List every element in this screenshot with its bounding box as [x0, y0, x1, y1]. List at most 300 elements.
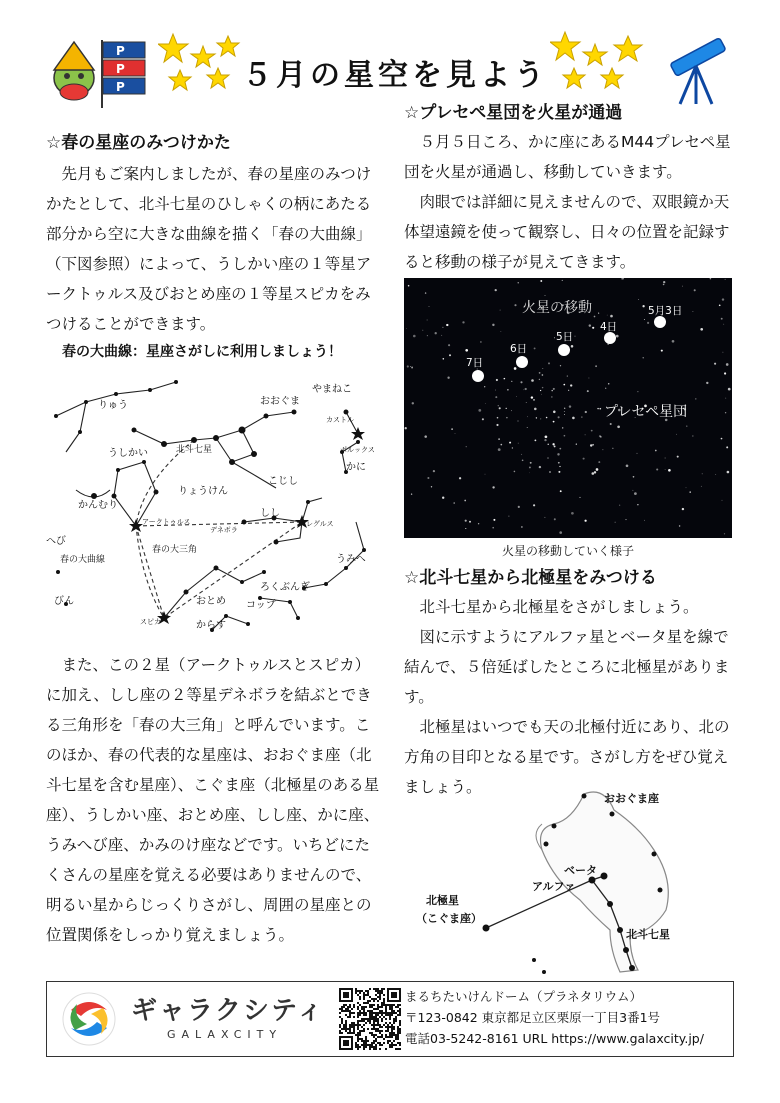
- map-label: こじし: [268, 476, 298, 487]
- background-star: [726, 446, 728, 448]
- background-star: [560, 490, 562, 492]
- map-label: りゅう: [98, 400, 128, 411]
- background-star: [569, 405, 571, 407]
- background-star: [725, 412, 726, 413]
- background-star: [534, 347, 536, 349]
- background-star: [656, 468, 658, 470]
- background-star: [571, 345, 574, 348]
- background-star: [410, 366, 411, 367]
- background-star: [540, 390, 541, 391]
- great-bear-diagram: [404, 780, 734, 976]
- background-star: [663, 284, 665, 286]
- background-star: [558, 471, 560, 473]
- background-star: [585, 411, 587, 413]
- mascot-illustration: [44, 30, 164, 110]
- map-label: レグルス: [306, 520, 334, 528]
- background-star: [544, 439, 546, 441]
- background-star: [465, 528, 466, 529]
- background-star: [405, 427, 407, 429]
- background-star: [682, 508, 684, 510]
- background-star: [692, 311, 693, 312]
- paragraph: 図に示すようにアルファ星とベータ星を線で結んで、５倍延ばしたところに北極星があります。: [404, 628, 730, 706]
- facility-name: まるちたいけんドーム（プラネタリウム）: [405, 989, 643, 1004]
- map-label: やまねこ: [312, 384, 352, 395]
- background-star: [608, 383, 610, 385]
- background-star: [442, 327, 443, 328]
- background-star: [626, 519, 627, 520]
- stars-right-decoration: [550, 30, 660, 90]
- star-field: [404, 278, 732, 538]
- map-label: ろくぶんぎ: [260, 582, 310, 593]
- background-star: [692, 436, 693, 437]
- background-star: [724, 533, 725, 534]
- telescope-icon: [662, 36, 734, 106]
- map-label: おとめ: [196, 596, 226, 607]
- background-star: [424, 435, 427, 438]
- background-star: [564, 435, 566, 437]
- background-star: [562, 280, 563, 281]
- section-heading: ☆プレセペ星団を火星が通過: [404, 103, 623, 123]
- background-star: [448, 344, 450, 346]
- background-star: [626, 464, 629, 467]
- background-star: [552, 443, 554, 445]
- background-star: [534, 439, 536, 441]
- background-star: [599, 435, 601, 437]
- background-star: [548, 362, 550, 364]
- background-star: [623, 278, 624, 279]
- map-label: デネボラ: [210, 526, 238, 534]
- background-star: [722, 500, 723, 501]
- background-star: [677, 456, 679, 458]
- background-star: [554, 445, 556, 447]
- background-star: [638, 299, 639, 300]
- background-star: [427, 320, 428, 321]
- background-star: [559, 466, 560, 467]
- map-label: 春の大曲線: [60, 555, 106, 565]
- background-star: [682, 286, 683, 287]
- background-star: [499, 407, 501, 409]
- background-star: [647, 322, 649, 324]
- background-star: [540, 280, 542, 282]
- background-star: [553, 388, 555, 390]
- background-star: [422, 330, 423, 331]
- background-star: [509, 442, 511, 444]
- polaris-section: [404, 563, 736, 802]
- background-star: [564, 411, 565, 412]
- background-star: [464, 500, 466, 502]
- background-star: [551, 396, 552, 397]
- background-star: [706, 382, 708, 384]
- map-label: うしかい: [108, 448, 148, 459]
- map-label: からす: [196, 620, 226, 631]
- background-star: [724, 372, 726, 374]
- background-star: [412, 402, 414, 404]
- background-star: [567, 376, 568, 377]
- paragraph: 先月もご案内しましたが、春の星座のみつけかたとして、北斗七星のひしゃくの柄にあたる部分から空に大きな曲線を描く「春の大曲線」（下図参照）によって、うしかい座の１等星アークトゥルス及びおとめ座の１等星スピカをみつけることができます。: [46, 165, 372, 333]
- background-star: [621, 278, 623, 280]
- spring-constellations-section: [46, 128, 382, 361]
- background-star: [719, 304, 721, 306]
- background-star: [715, 474, 716, 475]
- background-star: [511, 381, 512, 382]
- background-star: [553, 421, 555, 423]
- background-star: [542, 374, 544, 376]
- background-star: [571, 512, 574, 515]
- map-label: 春の大三角: [152, 545, 198, 555]
- spring-star-map: [46, 372, 382, 634]
- background-star: [523, 389, 524, 390]
- map-label: アークトゥルス: [142, 518, 191, 526]
- background-star: [512, 447, 513, 448]
- background-star: [727, 471, 730, 474]
- background-star: [644, 319, 645, 320]
- background-star: [568, 390, 569, 391]
- background-star: [408, 285, 410, 287]
- map-label: しし: [260, 508, 280, 519]
- background-star: [511, 410, 512, 411]
- background-star: [723, 324, 724, 325]
- background-star: [725, 398, 726, 399]
- address: 〒123-0842 東京都足立区栗原一丁目3番1号: [405, 1010, 661, 1025]
- footer-box: [46, 981, 734, 1057]
- background-star: [539, 466, 541, 468]
- background-star: [701, 486, 702, 487]
- background-star: [592, 444, 594, 446]
- background-star: [596, 468, 599, 471]
- background-star: [575, 336, 576, 337]
- background-star: [548, 444, 549, 445]
- background-star: [506, 417, 508, 419]
- background-star: [572, 417, 575, 420]
- background-star: [722, 298, 724, 300]
- background-star: [525, 388, 527, 390]
- background-star: [526, 402, 527, 403]
- background-star: [554, 518, 556, 520]
- background-star: [517, 420, 518, 421]
- background-star: [686, 487, 687, 488]
- map-label: うみへ: [336, 554, 366, 565]
- background-star: [496, 424, 498, 426]
- flag-letter: P: [116, 62, 125, 76]
- background-star: [610, 315, 613, 318]
- background-star: [695, 398, 696, 399]
- background-star: [728, 388, 731, 391]
- background-star: [668, 469, 671, 472]
- background-star: [592, 472, 595, 475]
- background-star: [514, 304, 516, 306]
- background-star: [433, 470, 435, 472]
- background-star: [498, 438, 500, 440]
- background-star: [605, 388, 606, 389]
- background-star: [591, 430, 593, 432]
- section-heading: ☆春の星座のみつけかた: [46, 133, 231, 153]
- background-star: [545, 435, 548, 438]
- photo-caption: 火星の移動していく様子: [501, 544, 634, 558]
- map-label: かに: [346, 462, 366, 473]
- background-star: [529, 472, 530, 473]
- background-star: [453, 502, 455, 504]
- background-star: [587, 390, 589, 392]
- background-star: [518, 282, 519, 283]
- map-label: コップ: [246, 600, 276, 611]
- background-star: [516, 396, 517, 397]
- background-star: [480, 341, 481, 342]
- map-label: びん: [54, 596, 74, 607]
- flag-letter: P: [116, 44, 125, 58]
- background-star: [725, 279, 726, 280]
- background-star: [542, 387, 543, 388]
- background-star: [508, 516, 509, 517]
- background-star: [598, 461, 600, 463]
- section-heading: ☆北斗七星から北極星をみつける: [404, 568, 657, 588]
- background-star: [531, 379, 534, 382]
- background-star: [501, 444, 503, 446]
- bear-label: （こぐま座）: [416, 912, 482, 925]
- background-star: [482, 418, 484, 420]
- background-star: [521, 526, 522, 527]
- background-star: [455, 433, 456, 434]
- map-label: かんむり: [78, 500, 118, 511]
- background-star: [485, 474, 486, 475]
- background-star: [435, 332, 437, 334]
- background-star: [495, 390, 496, 391]
- background-star: [529, 466, 531, 468]
- background-star: [644, 520, 645, 521]
- background-star: [442, 497, 444, 499]
- background-star: [441, 335, 442, 336]
- background-star: [559, 531, 562, 534]
- day-label: 5日: [556, 331, 574, 343]
- map-label: ポルックス: [340, 446, 375, 454]
- background-star: [637, 453, 638, 454]
- map-label: へび: [46, 536, 66, 547]
- background-star: [411, 367, 413, 369]
- page-title: ５月の星空を見よう: [242, 58, 548, 93]
- background-star: [642, 305, 644, 307]
- background-star: [557, 453, 559, 455]
- background-star: [429, 306, 430, 307]
- background-star: [425, 292, 426, 293]
- background-star: [462, 321, 464, 323]
- bear-label: おおぐま座: [604, 792, 659, 805]
- background-star: [617, 425, 620, 428]
- background-star: [665, 458, 666, 459]
- map-label: カストル: [326, 416, 354, 424]
- background-star: [551, 390, 552, 391]
- background-star: [443, 358, 445, 360]
- mars-motion-photo: [404, 278, 732, 538]
- background-star: [492, 527, 494, 529]
- background-star: [610, 423, 612, 425]
- background-star: [406, 328, 407, 329]
- background-star: [564, 408, 565, 409]
- background-star: [616, 335, 619, 338]
- background-star: [498, 405, 499, 406]
- background-star: [492, 486, 494, 488]
- background-star: [521, 454, 522, 455]
- background-star: [602, 449, 603, 450]
- background-star: [655, 450, 657, 452]
- background-star: [590, 444, 592, 446]
- background-star: [597, 408, 598, 409]
- background-star: [407, 365, 409, 367]
- background-star: [700, 328, 703, 331]
- background-star: [595, 365, 597, 367]
- phone-url: 電話03-5242-8161 URL https://www.galaxcity.jp/: [405, 1031, 704, 1046]
- background-star: [527, 427, 528, 428]
- map-label: おおぐま: [260, 396, 300, 407]
- map-label: りょうけん: [178, 486, 228, 497]
- diagram-subheading: 春の大曲線：星座さがしに利用しましょう！: [62, 344, 342, 360]
- paragraph: また、この２星（アークトゥルスとスピカ）に加え、しし座の２等星デネボラを結ぶとできる三角形を「春の大三角」と呼んでいます。このほか、春の代表的な星座は、おおぐま座（北斗七星を含む星座）、こぐま座（北極星のある星座）、うしかい座、おとめ座、しし座、かに座、うみへび座、かみのけ座などです。いちどにたくさんの星座を覚える必要はありませんので、明るい星からじっくりさがし、周囲の星座との位置関係をしっかり覚えましょう。: [46, 656, 380, 944]
- background-star: [427, 477, 429, 479]
- background-star: [527, 416, 528, 417]
- background-star: [663, 281, 665, 283]
- background-star: [500, 310, 501, 311]
- background-star: [466, 446, 467, 447]
- background-star: [427, 335, 428, 336]
- background-star: [665, 469, 666, 470]
- logo-japanese: ギャラクシティ: [131, 996, 325, 1026]
- bear-label: ベータ: [564, 864, 597, 877]
- day-label: 6日: [510, 343, 528, 355]
- background-star: [449, 354, 451, 356]
- background-star: [465, 349, 468, 352]
- background-star: [514, 471, 516, 473]
- background-star: [547, 457, 549, 459]
- background-star: [679, 525, 680, 526]
- background-star: [583, 458, 585, 460]
- background-star: [576, 444, 577, 445]
- background-star: [607, 315, 608, 316]
- background-star: [633, 476, 635, 478]
- background-star: [501, 331, 502, 332]
- background-star: [493, 519, 495, 521]
- background-star: [549, 471, 551, 473]
- background-star: [431, 486, 432, 487]
- background-star: [619, 505, 620, 506]
- photo-title: 火星の移動: [522, 300, 592, 316]
- background-star: [531, 396, 533, 398]
- background-star: [507, 389, 509, 391]
- background-star: [563, 384, 565, 386]
- background-star: [588, 378, 589, 379]
- background-star: [612, 448, 613, 449]
- background-star: [492, 324, 494, 326]
- stars-left-decoration: [158, 32, 248, 92]
- background-star: [570, 384, 572, 386]
- background-star: [469, 521, 471, 523]
- background-star: [495, 289, 497, 291]
- background-star: [484, 386, 485, 387]
- background-star: [518, 506, 520, 508]
- background-star: [592, 327, 594, 329]
- background-star: [564, 414, 565, 415]
- background-star: [546, 417, 548, 419]
- background-star: [721, 318, 723, 320]
- background-star: [637, 391, 638, 392]
- day-label: 5月3日: [648, 305, 683, 317]
- paragraph: ５月５日ころ、かに座にあるM44プレセペ星団を火星が通過し、移動していきます。: [404, 133, 731, 181]
- background-star: [530, 462, 532, 464]
- map-label: 北斗七星: [176, 445, 213, 455]
- background-star: [540, 418, 541, 419]
- contact-info: [405, 986, 735, 1049]
- background-star: [584, 520, 586, 522]
- background-star: [643, 357, 644, 358]
- background-star: [676, 434, 677, 435]
- background-star: [589, 324, 591, 326]
- background-star: [478, 409, 481, 412]
- background-star: [478, 523, 479, 524]
- background-star: [542, 368, 543, 369]
- background-star: [541, 394, 542, 395]
- praesepe-section: [404, 98, 736, 277]
- background-star: [661, 350, 663, 352]
- qr-code-icon: [339, 988, 401, 1050]
- background-star: [539, 379, 540, 380]
- background-star: [536, 417, 537, 418]
- background-star: [522, 459, 524, 461]
- spring-triangle-section: [46, 650, 382, 950]
- background-star: [594, 471, 596, 473]
- paragraph: 北斗七星から北極星をさがしましょう。: [419, 598, 699, 616]
- bear-label: 北斗七星: [626, 928, 670, 941]
- logo-english: GALAXCITY: [167, 1028, 283, 1041]
- bear-label: 北極星: [426, 894, 459, 907]
- background-star: [539, 372, 541, 374]
- bear-label: アルファ: [532, 880, 576, 893]
- background-star: [689, 491, 690, 492]
- background-star: [447, 377, 449, 379]
- background-star: [533, 504, 535, 506]
- background-star: [598, 313, 599, 314]
- background-star: [534, 408, 537, 411]
- background-star: [672, 340, 675, 343]
- map-label: スピカ: [140, 618, 161, 626]
- background-star: [560, 365, 561, 366]
- background-star: [558, 462, 560, 464]
- background-star: [506, 408, 507, 409]
- background-star: [451, 428, 453, 430]
- background-star: [714, 363, 716, 365]
- background-star: [446, 324, 448, 326]
- background-star: [722, 352, 723, 353]
- background-star: [634, 492, 637, 495]
- paragraph: 肉眼では詳細に見えませんので、双眼鏡か天体望遠鏡を使って観察し、日々の位置を記録すると移動の様子が見えてきます。: [404, 193, 730, 271]
- background-star: [514, 367, 517, 370]
- background-star: [559, 448, 561, 450]
- background-star: [599, 408, 601, 410]
- background-star: [496, 379, 498, 381]
- background-star: [503, 378, 504, 379]
- background-star: [581, 417, 582, 418]
- background-star: [498, 448, 501, 451]
- day-label: 4日: [600, 321, 618, 333]
- background-star: [411, 493, 412, 494]
- background-star: [495, 396, 497, 398]
- background-star: [686, 425, 687, 426]
- background-star: [533, 399, 535, 401]
- background-star: [710, 278, 712, 279]
- cluster-label: プレセペ星団: [604, 404, 688, 420]
- day-label: 7日: [466, 357, 484, 369]
- paragraph: 北極星はいつでも天の北極付近にあり、北の方角の目印となる星です。さがし方をぜひ覚えましょう。: [404, 718, 730, 796]
- background-star: [558, 416, 560, 418]
- background-star: [520, 381, 522, 383]
- background-star: [554, 337, 555, 338]
- background-star: [594, 316, 596, 318]
